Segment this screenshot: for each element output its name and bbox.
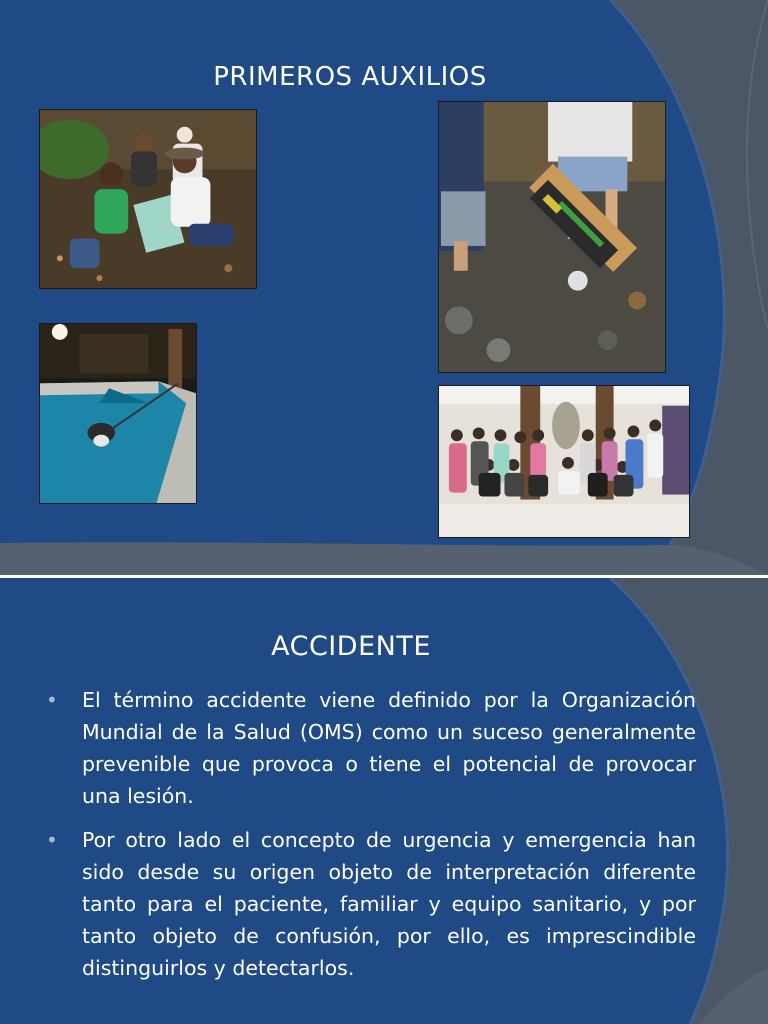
- bullet-item: [46, 684, 696, 812]
- slide-title: PRIMEROS AUXILIOS: [213, 62, 487, 92]
- group-photo: [438, 385, 690, 538]
- bullet-icon: •: [46, 688, 58, 712]
- bullet-list: [46, 684, 696, 996]
- slide-accidente: [0, 578, 768, 1024]
- pool-rescue-photo: [39, 323, 197, 504]
- bullet-text: Por otro lado el concepto de urgencia y emergencia han sido desde su origen objeto de interpretación diferente tanto para el paciente, familiar y equipo sanitario, y por tanto objeto de confusión, por ello, es imprescindible distinguirlos y detectarlos.: [82, 828, 696, 980]
- slide-title: ACCIDENTE: [271, 631, 431, 662]
- bullet-icon: •: [46, 828, 58, 852]
- bullet-text: El término accidente viene definido por la Organización Mundial de la Salud (OMS) como un suceso generalmente prevenible que provoca o tiene el potencial de provocar una lesión.: [82, 688, 696, 808]
- stretcher-rescue-photo: [438, 101, 666, 373]
- students-in-forest-photo: [39, 109, 257, 289]
- bullet-item: [46, 824, 696, 984]
